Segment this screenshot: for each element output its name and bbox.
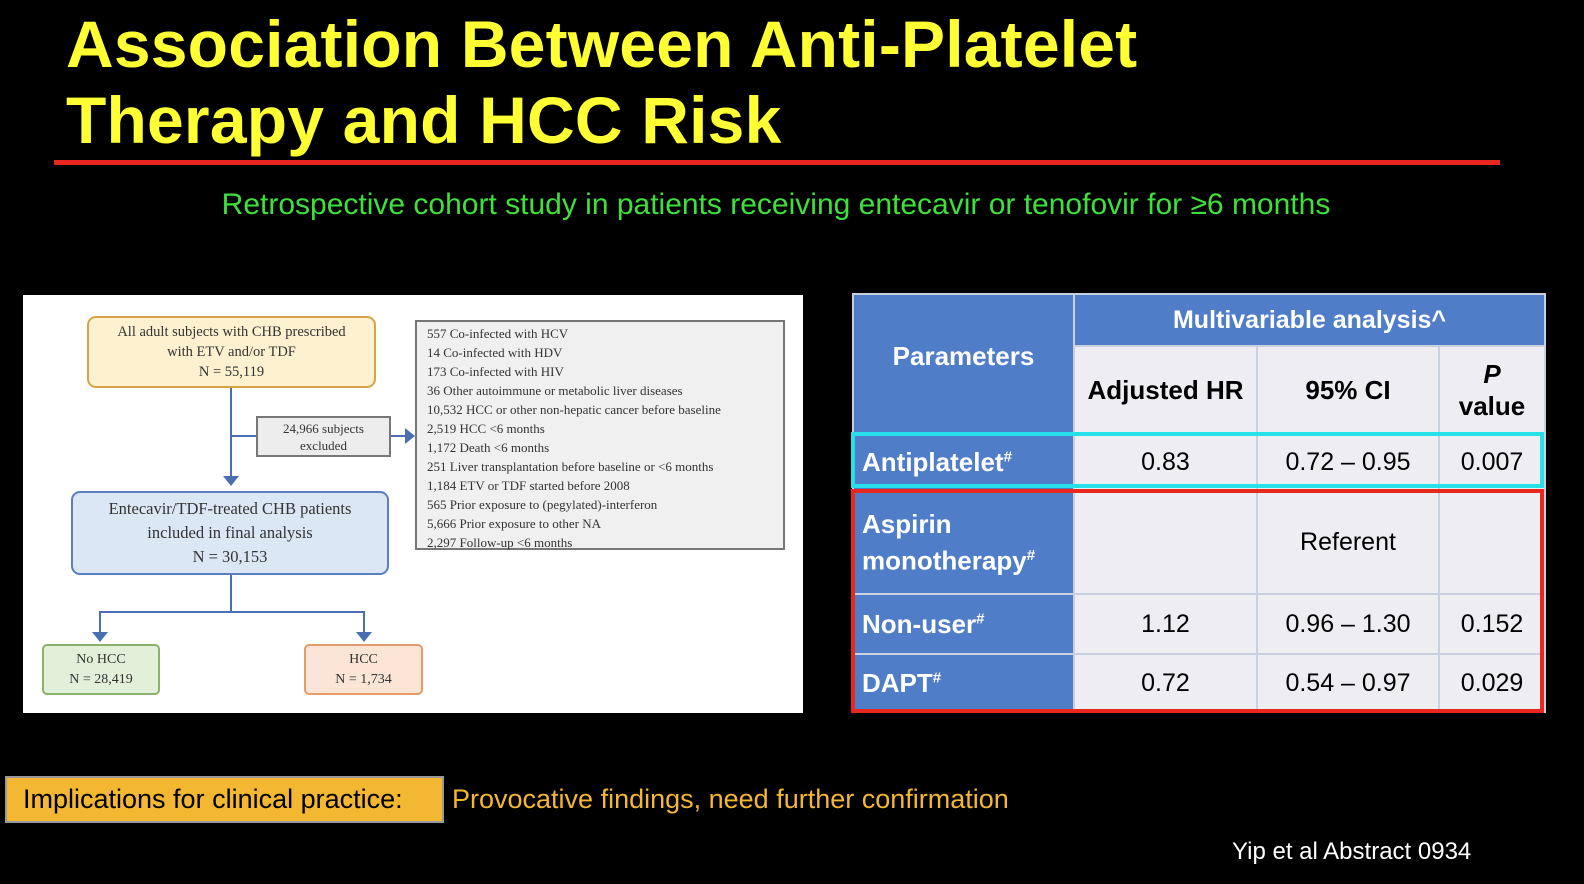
title-line-1: Association Between Anti-Platelet <box>66 7 1138 81</box>
param-label: Aspirin <box>862 508 952 539</box>
flow-text: Entecavir/TDF-treated CHB patients <box>108 499 352 518</box>
slide-title <box>66 6 1466 158</box>
slide-subtitle: Retrospective cohort study in patients receiving entecavir or tenofovir for ≥6 months <box>221 188 1331 221</box>
title-underline <box>54 160 1500 165</box>
flow-connector <box>232 435 256 437</box>
cell-hr: 0.83 <box>1074 434 1257 490</box>
flow-text: All adult subjects with CHB prescribed <box>117 324 346 340</box>
flow-all-subjects-box <box>87 316 376 388</box>
exclusion-item: 5,666 Prior exposure to other NA <box>427 516 602 531</box>
footnote-mark: # <box>932 668 942 686</box>
cell-ci: 0.72 – 0.95 <box>1257 434 1439 490</box>
implications-label: Implications for clinical practice: <box>5 776 444 823</box>
flow-excluded-box <box>256 416 391 457</box>
header-95-ci: 95% CI <box>1257 346 1439 434</box>
header-parameters: Parameters <box>853 294 1074 434</box>
param-label: monotherapy <box>862 545 1027 576</box>
footnote-mark: # <box>1003 447 1012 465</box>
cell-p: 0.152 <box>1439 594 1545 654</box>
antiplatelet-highlight-box <box>851 432 1544 488</box>
subgroup-highlight-box <box>851 489 1544 713</box>
flow-text: No HCC <box>76 651 126 667</box>
exclusion-item: 1,172 Death <6 months <box>427 440 550 455</box>
flow-arrowhead-down <box>223 476 239 486</box>
citation: Yip et al Abstract 0934 <box>1232 838 1472 865</box>
exclusion-item: 557 Co-infected with HCV <box>427 326 569 341</box>
flow-arrowhead-right <box>405 428 415 444</box>
param-label: Antiplatelet <box>862 446 1004 477</box>
param-label: Non-user <box>862 608 977 639</box>
exclusion-item: 1,184 ETV or TDF started before 2008 <box>427 478 630 493</box>
exclusion-item: 2,519 HCC <6 months <box>427 421 545 436</box>
cell-hr: 1.12 <box>1074 594 1257 654</box>
flow-hcc-box <box>304 644 423 695</box>
header-multivariable-analysis: Multivariable analysis^ <box>1074 294 1545 346</box>
exclusion-item: 14 Co-infected with HDV <box>427 345 563 360</box>
param-label: DAPT <box>862 667 933 698</box>
flow-text: excluded <box>300 437 347 453</box>
cell-ci: 0.96 – 1.30 <box>1257 594 1439 654</box>
exclusion-item: 36 Other autoimmune or metabolic liver diseases <box>427 383 683 398</box>
exclusion-item: 173 Co-infected with HIV <box>427 364 564 379</box>
flow-text: with ETV and/or TDF <box>167 344 296 360</box>
flow-text: N = 55,119 <box>198 364 265 380</box>
flow-connector <box>99 611 365 613</box>
exclusion-item: 2,297 Follow-up <6 months <box>427 535 573 550</box>
flow-arrowhead-down <box>356 632 372 642</box>
flow-text: included in final analysis <box>147 523 313 542</box>
flow-no-hcc-box <box>42 644 160 695</box>
flow-arrowhead-down <box>92 632 108 642</box>
flow-final-analysis-box <box>71 491 389 575</box>
flow-exclusion-list <box>415 320 785 550</box>
flow-text: N = 28,419 <box>69 671 133 687</box>
cell-hr: 0.72 <box>1074 654 1257 712</box>
flow-text: 24,966 subjects <box>283 420 364 436</box>
implications-text: Provocative findings, need further confirmation <box>452 784 1009 814</box>
flow-connector <box>230 388 232 480</box>
exclusion-item: 565 Prior exposure to (pegylated)-interferon <box>427 497 658 512</box>
flow-connector <box>230 575 232 612</box>
flow-text: HCC <box>349 651 378 667</box>
cell-p: 0.029 <box>1439 654 1545 712</box>
cohort-flowchart <box>23 295 803 713</box>
exclusion-item: 10,532 HCC or other non-hepatic cancer before baseline <box>427 402 721 417</box>
exclusion-item: 251 Liver transplantation before baseline or <6 months <box>427 459 714 474</box>
flow-text: N = 1,734 <box>335 671 392 687</box>
p-value-label: value <box>1458 391 1526 421</box>
footnote-mark: # <box>1026 546 1036 564</box>
p-italic: P <box>1483 359 1501 389</box>
header-adjusted-hr: Adjusted HR <box>1074 346 1257 434</box>
cell-referent: Referent <box>1257 490 1439 594</box>
flow-text: N = 30,153 <box>192 547 268 566</box>
cell-ci: 0.54 – 0.97 <box>1257 654 1439 712</box>
footnote-mark: # <box>976 609 985 627</box>
cell-p: 0.007 <box>1439 434 1545 490</box>
title-line-2: Therapy and HCC Risk <box>66 83 782 157</box>
header-p-value <box>1439 346 1545 434</box>
